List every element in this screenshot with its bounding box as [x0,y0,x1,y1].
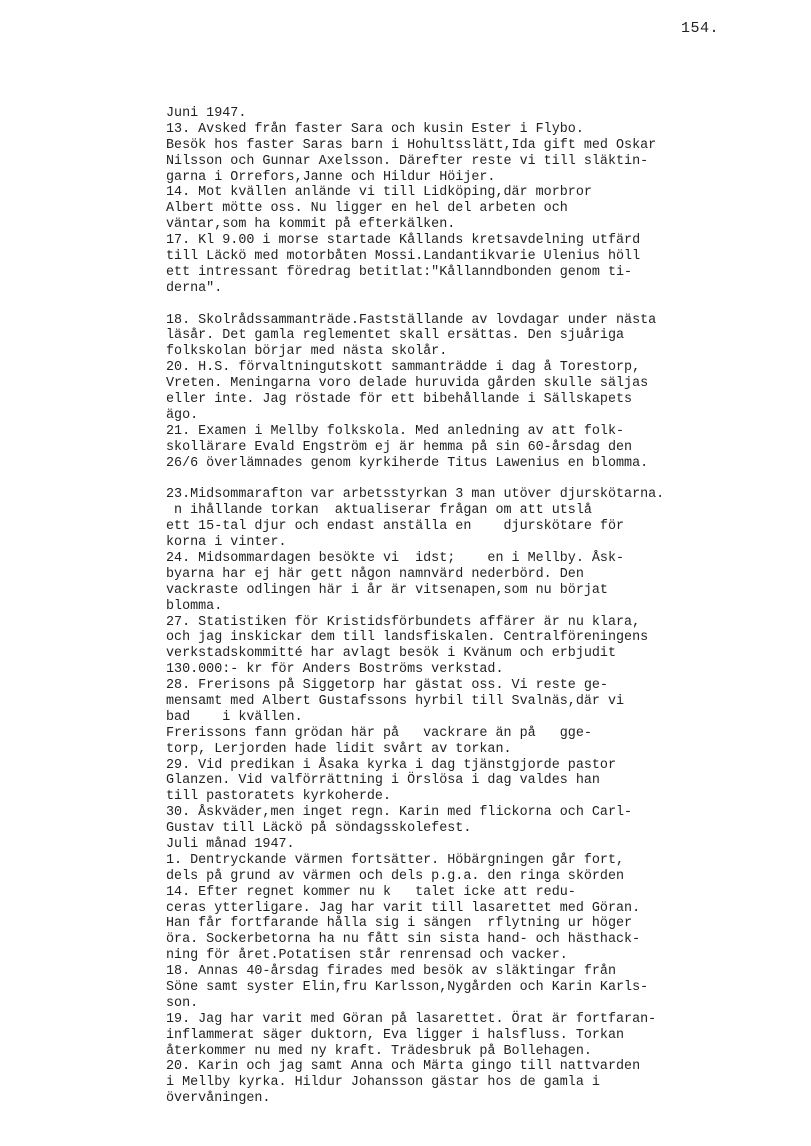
text-line: dels på grund av värmen och dels p.g.a. den ringa skörden [166,868,625,884]
text-line: återkommer nu med ny kraft. Trädesbruk på Bollehagen. [166,1043,592,1059]
text-line: 20. Karin och jag samt Anna och Märta gingo till nattvarden [166,1059,641,1075]
text-line: folkskolan börjar med nästa skolår. [166,344,448,360]
text-line: 30. Åskväder,men inget regn. Karin med flickorna och Carl- [166,805,633,821]
text-line: skollärare Evald Engström ej är hemma på sin 60-årsdag den [166,439,633,455]
text-line: ning för året.Potatisen står renrensad och vacker. [166,948,568,964]
text-line: övervåningen. [166,1091,271,1107]
text-line: Albert mötte oss. Nu ligger en hel del arbeten och [166,201,568,217]
text-line: 23.Midsommarafton var arbetsstyrkan 3 man utöver djurskötarna. [166,487,665,503]
text-line: derna". [166,280,223,296]
text-line: 21. Examen i Mellby folkskola. Med anledning av att folk- [166,423,625,439]
text-line: garna i Orrefors,Janne och Hildur Höijer. [166,169,496,185]
text-line: 27. Statistiken för Kristidsförbundets affärer är nu klara, [166,614,641,630]
text-line: i Mellby kyrka. Hildur Johansson gästar hos de gamla i [166,1075,600,1091]
text-line: inflammerat säger duktorn, Eva ligger i halsfluss. Torkan [166,1027,625,1043]
text-line: son. [166,995,199,1011]
text-line: Nilsson och Gunnar Axelsson. Därefter reste vi till släktin- [166,153,649,169]
text-line: och jag inskickar dem till landsfiskalen. Centralföreningens [166,630,649,646]
text-line: till Läckö med motorbåten Mossi.Landantikvarie Ulenius höll [166,249,641,265]
blank-line [166,471,796,487]
text-line: Juli månad 1947. [166,836,295,852]
text-line: 29. Vid predikan i Åsaka kyrka i dag tjänstgjorde pastor [166,757,616,773]
text-line: 14. Mot kvällen anlände vi till Lidköping,där morbror [166,185,592,201]
text-line: Vreten. Meningarna voro delade huruvida gården skulle säljas [166,376,649,392]
text-line: läsår. Det gamla reglementet skall ersättas. Den sjuåriga [166,328,625,344]
text-line: ett 15-tal djur och endast anställa en djurskötare för [166,519,625,535]
text-line: bad i kvällen. [166,709,303,725]
text-line: ägo. [166,407,199,423]
text-line: 14. Efter regnet kommer nu k talet icke att redu- [166,884,576,900]
text-line: vackraste odlingen här i år är vitsenapen,som nu börjat [166,582,608,598]
text-line: 17. Kl 9.00 i morse startade Kållands kretsavdelning utfärd [166,233,641,249]
text-line: 19. Jag har varit med Göran på lasarettet. Örat är fortfaran- [166,1011,657,1027]
text-line: 26/6 överlämnades genom kyrkiherde Titus Lawenius en blomma. [166,455,649,471]
text-line: väntar,som ha kommit på efterkälken. [166,217,456,233]
text-line: n ihållande torkan aktualiserar frågan om att utslå [166,503,592,519]
text-line: till pastoratets kyrkoherde. [166,789,391,805]
text-line: Söne samt syster Elin,fru Karlsson,Nygården och Karin Karls- [166,979,649,995]
text-line: 18. Skolrådssammanträde.Fastställande av lovdagar under nästa [166,312,657,328]
text-line: Frerissons fann grödan här på vackrare än på gge- [166,725,592,741]
text-line: öra. Sockerbetorna ha nu fått sin sista hand- och hästhack- [166,932,641,948]
text-line: Juni 1947. [166,106,247,121]
typewritten-text [166,106,796,1107]
text-line: 13. Avsked från faster Sara och kusin Ester i Flybo. [166,121,584,137]
text-line: ceras ytterligare. Jag har varit till lasarettet med Göran. [166,900,641,916]
text-line: Besök hos faster Saras barn i Hohultsslätt,Ida gift med Oskar [166,137,657,153]
text-line: byarna har ej här gett någon namnvärd nederbörd. Den [166,566,584,582]
text-line: blomma. [166,598,223,614]
text-line: 1. Dentryckande värmen fortsätter. Höbärgningen går fort, [166,852,625,868]
text-line: korna i vinter. [166,535,287,551]
text-line: 24. Midsommardagen besökte vi idst; en i Mellby. Åsk- [166,550,625,566]
text-line: Han får fortfarande hålla sig i sängen rflytning ur höger [166,916,633,932]
text-line: ett intressant föredrag betitlat:"Kållanndbonden genom ti- [166,264,633,280]
text-line: Gustav till Läckö på söndagsskolefest. [166,821,472,837]
text-line: mensamt med Albert Gustafssons hyrbil till Svalnäs,där vi [166,693,625,709]
text-line: verkstadskommitté har avlagt besök i Kvänum och erbjudit [166,646,616,662]
text-line: Glanzen. Vid valförrättning i Örslösa i dag valdes han [166,773,600,789]
text-line: eller inte. Jag röstade för ett bibehållande i Sällskapets [166,392,633,408]
text-line: 130.000:- kr för Anders Boströms verkstad. [166,662,504,678]
text-line: torp, Lerjorden hade lidit svårt av torkan. [166,741,512,757]
page-number: 154. [681,20,720,37]
text-line: 20. H.S. förvaltningutskott sammanträdde i dag å Torestorp, [166,360,641,376]
text-line: 28. Frerisons på Siggetorp har gästat oss. Vi reste ge- [166,678,608,694]
blank-line [166,297,796,313]
text-line: 18. Annas 40-årsdag firades med besök av släktingar från [166,964,616,980]
